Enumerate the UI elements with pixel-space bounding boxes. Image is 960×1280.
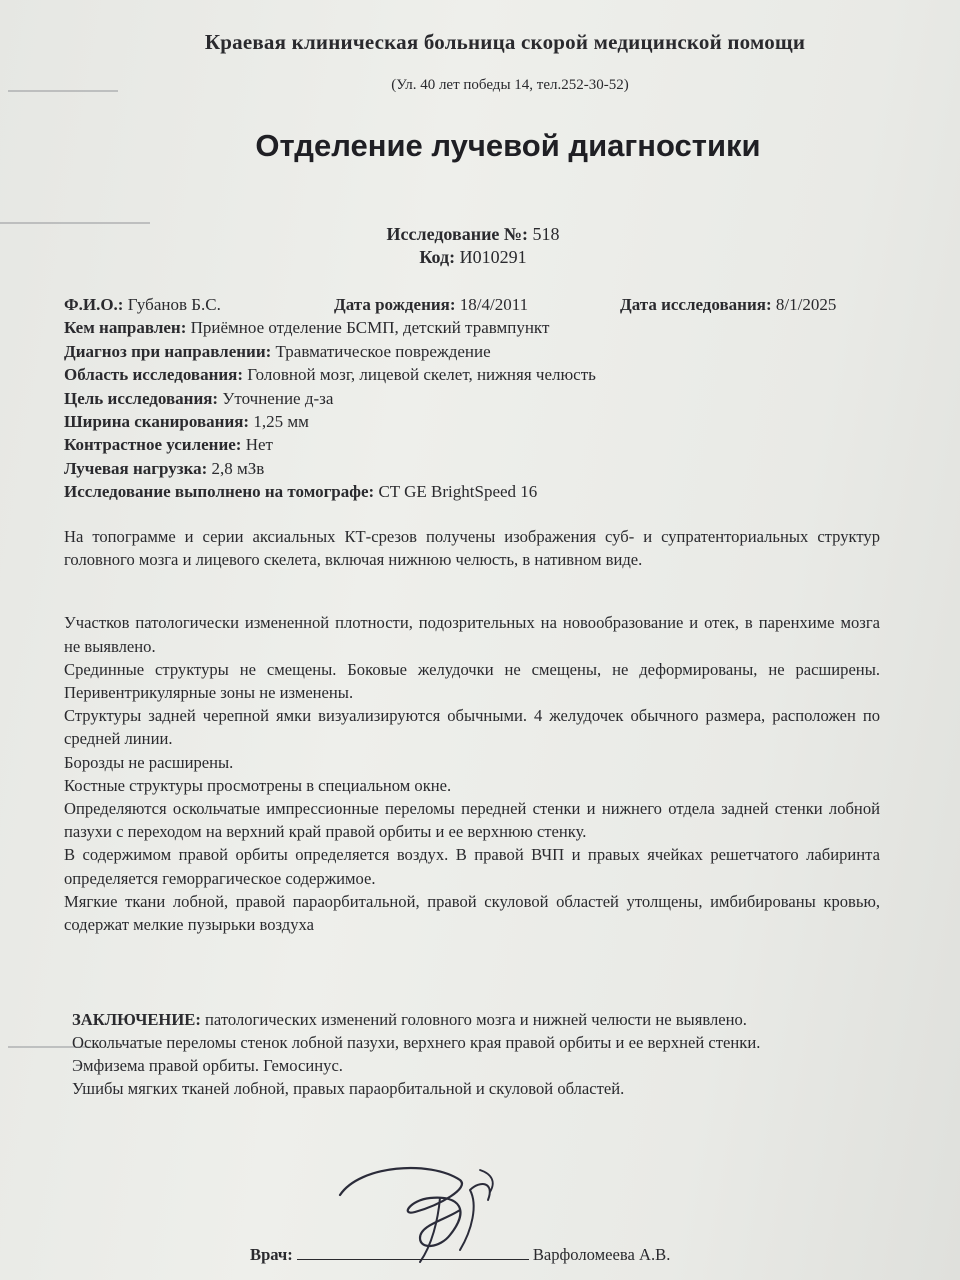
findings-section: [64, 525, 880, 936]
field-label: Лучевая нагрузка:: [64, 458, 208, 478]
conclusion-label: ЗАКЛЮЧЕНИЕ:: [72, 1010, 201, 1029]
field-scan-width: [64, 410, 894, 433]
findings-paragraph: Определяются оскольчатые импрессионные переломы передней стенки и нижнего отдела задней стенки лобной пазухи с переходом на верхний край правой орбиты и ее верхнюю стенку.: [64, 799, 880, 842]
findings-paragraph: Борозды не расширены.: [64, 752, 234, 772]
conclusion-item: Ушибы мягких тканей лобной, правых параорбитальной и скуловой областей.: [72, 1079, 625, 1098]
findings-paragraph: Мягкие ткани лобной, правой параорбитальной, правой скуловой областей утолщены, имбибированы кровью, содержат мелкие пузырьки воздуха: [64, 891, 880, 935]
hospital-address: (Ул. 40 лет победы 14, тел.252-30-52): [391, 77, 629, 93]
field-label: Исследование выполнено на томографе:: [64, 482, 375, 502]
birth-date: [334, 293, 528, 316]
study-number-label: Исследование №:: [386, 224, 529, 244]
field-value: CT GE BrightSpeed 16: [378, 482, 538, 502]
conclusion-first: [72, 1008, 878, 1031]
department-title: Отделение лучевой диагностики: [255, 128, 761, 163]
birth-date-value: 18/4/2011: [459, 295, 529, 314]
field-scanner: [64, 480, 894, 503]
doctor-label: Врач:: [250, 1245, 293, 1264]
field-label: Диагноз при направлении:: [64, 341, 272, 361]
field-value: Нет: [245, 435, 273, 455]
findings-intro: На топограмме и серии аксиальных КТ-срезов получены изображения суб- и супратенториальных структур головного мозга и лицевого скелета, включая нижнюю челюсть, в нативном виде.: [64, 527, 880, 570]
patient-name-label: Ф.И.О.:: [64, 295, 124, 314]
birth-date-label: Дата рождения:: [334, 295, 456, 314]
conclusion-item: Оскольчатые переломы стенок лобной пазухи, верхнего края правой орбиты и ее верхней стенки.: [72, 1033, 761, 1052]
conclusion-text: патологических изменений головного мозга и нижней челюсти не выявлено.: [205, 1010, 747, 1029]
conclusion-section: [72, 1008, 878, 1100]
field-label: Область исследования:: [64, 365, 244, 385]
patient-fields: [64, 293, 894, 504]
field-label: Контрастное усиление:: [64, 435, 242, 455]
hospital-name: Краевая клиническая больница скорой медицинской помощи: [204, 30, 806, 54]
field-value: 1,25 мм: [253, 412, 309, 432]
field-referral-diagnosis: [64, 340, 894, 363]
findings-paragraph: Срединные структуры не смещены. Боковые желудочки не смещены, не деформированы, не расширены. Перивентрикулярные зоны не изменены.: [64, 659, 880, 703]
field-radiation-dose: [64, 457, 894, 480]
study-code-label: Код:: [419, 247, 456, 267]
field-value: Уточнение д-за: [222, 388, 334, 408]
field-label: Ширина сканирования:: [64, 412, 250, 432]
field-study-purpose: [64, 387, 894, 410]
study-code-value: И010291: [459, 247, 527, 267]
field-contrast: [64, 433, 894, 456]
findings-paragraph: Структуры задней черепной ямки визуализируются обычными. 4 желудочек обычного размера, расположен по средней линии.: [64, 706, 880, 749]
exam-date-value: 8/1/2025: [775, 295, 837, 314]
findings-paragraph: В содержимом правой орбиты определяется воздух. В правой ВЧП и правых ячейках решетчатого лабиринта определяется геморрагическое содержимое.: [64, 845, 880, 888]
field-label: Цель исследования:: [64, 388, 219, 408]
doctor-name: Варфоломеева А.В.: [532, 1245, 671, 1264]
doctor-line: [250, 1245, 670, 1265]
patient-name-value: Губанов Б.С.: [127, 295, 221, 314]
study-number: [0, 224, 946, 245]
exam-date-label: Дата исследования:: [620, 295, 772, 314]
patient-name: [64, 293, 221, 316]
patient-row: [64, 293, 894, 316]
study-code: [0, 247, 946, 268]
field-value: 2,8 мЗв: [211, 458, 265, 478]
signature-line: [297, 1245, 529, 1260]
field-label: Кем направлен:: [64, 318, 187, 338]
field-value: Головной мозг, лицевой скелет, нижняя челюсть: [247, 365, 596, 385]
findings-paragraph: Костные структуры просмотрены в специальном окне.: [64, 775, 452, 795]
field-study-area: [64, 363, 894, 386]
exam-date: [620, 293, 836, 316]
study-number-value: 518: [532, 224, 560, 244]
field-referred-by: [64, 316, 894, 339]
findings-paragraph: Участков патологически измененной плотности, подозрительных на новообразование и отек, в паренхиме мозга не выявлено.: [64, 613, 880, 656]
field-value: Травматическое повреждение: [275, 341, 491, 361]
field-value: Приёмное отделение БСМП, детский травмпункт: [190, 318, 550, 338]
conclusion-item: Эмфизема правой орбиты. Гемосинус.: [72, 1056, 343, 1075]
